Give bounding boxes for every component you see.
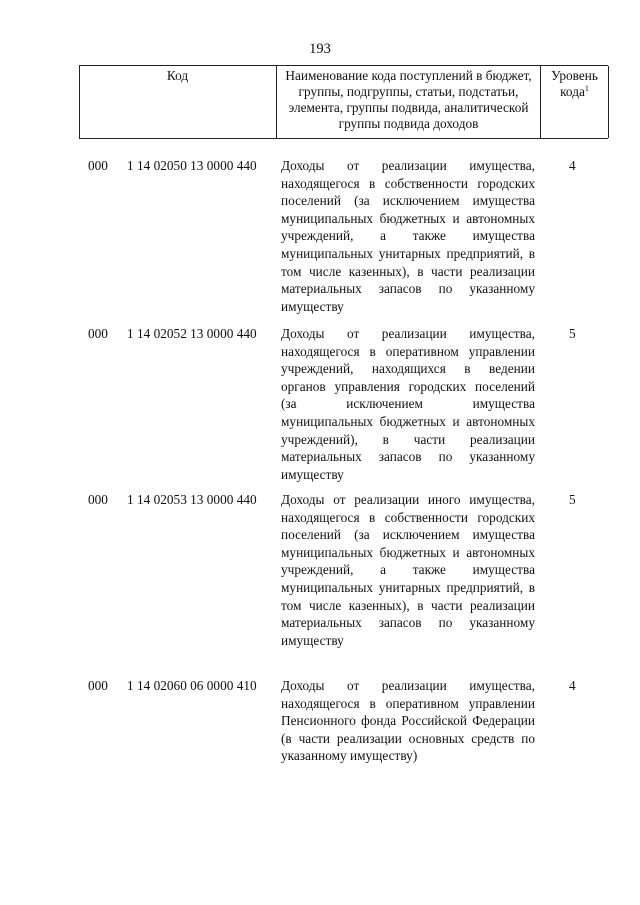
row-level: 4 xyxy=(569,158,576,173)
row-prefix: 000 xyxy=(88,678,108,693)
row-code: 1 14 02052 13 0000 440 xyxy=(127,326,257,341)
row-description: Доходы от реализации имущества, находящегося в оперативном управлении учреждений, находящихся в ведении органов управления городских поселений (за исключением имущества муниципальных бюджетных и автономных учреждений), в части реализации материальных запасов по указанному имуществу xyxy=(281,326,535,482)
row-prefix: 000 xyxy=(88,158,108,173)
row-level: 4 xyxy=(569,678,576,693)
column-divider xyxy=(608,66,609,138)
header-name: Наименование кода поступлений в бюджет, группы, подгруппы, статьи, подстатьи, элемента, группы подвида, аналитической группы подвида доходов xyxy=(285,68,532,131)
header-code: Код xyxy=(166,68,189,83)
row-level: 5 xyxy=(569,492,576,507)
page-number: 193 xyxy=(309,41,331,57)
row-code: 1 14 02060 06 0000 410 xyxy=(127,678,257,693)
table-header xyxy=(79,65,608,139)
footnote-marker: 1 xyxy=(584,84,589,93)
row-level: 5 xyxy=(569,326,576,341)
row-description: Доходы от реализации имущества, находящегося в оперативном управлении Пенсионного фонда Российской Федерации (в части реализации основных средств по указанному имуществу) xyxy=(281,678,535,764)
header-level-label: Уровень кода xyxy=(551,68,598,99)
row-prefix: 000 xyxy=(88,492,108,507)
row-code: 1 14 02053 13 0000 440 xyxy=(127,492,257,507)
row-description: Доходы от реализации иного имущества, находящегося в собственности городских поселений (за исключением имущества муниципальных бюджетных и автономных учреждений, а также имущества муниципальных унитарных предприятий, в том числе казенных), в части реализации материальных запасов по указанному имуществу xyxy=(281,492,535,648)
row-code: 1 14 02050 13 0000 440 xyxy=(127,158,257,173)
row-description: Доходы от реализации имущества, находящегося в собственности городских поселений (за исключением имущества муниципальных бюджетных и автономных учреждений, а также имущества муниципальных унитарных предприятий, в том числе казенных), в части реализации материальных запасов по указанному имуществу xyxy=(281,158,535,314)
row-prefix: 000 xyxy=(88,326,108,341)
header-level xyxy=(541,68,608,100)
